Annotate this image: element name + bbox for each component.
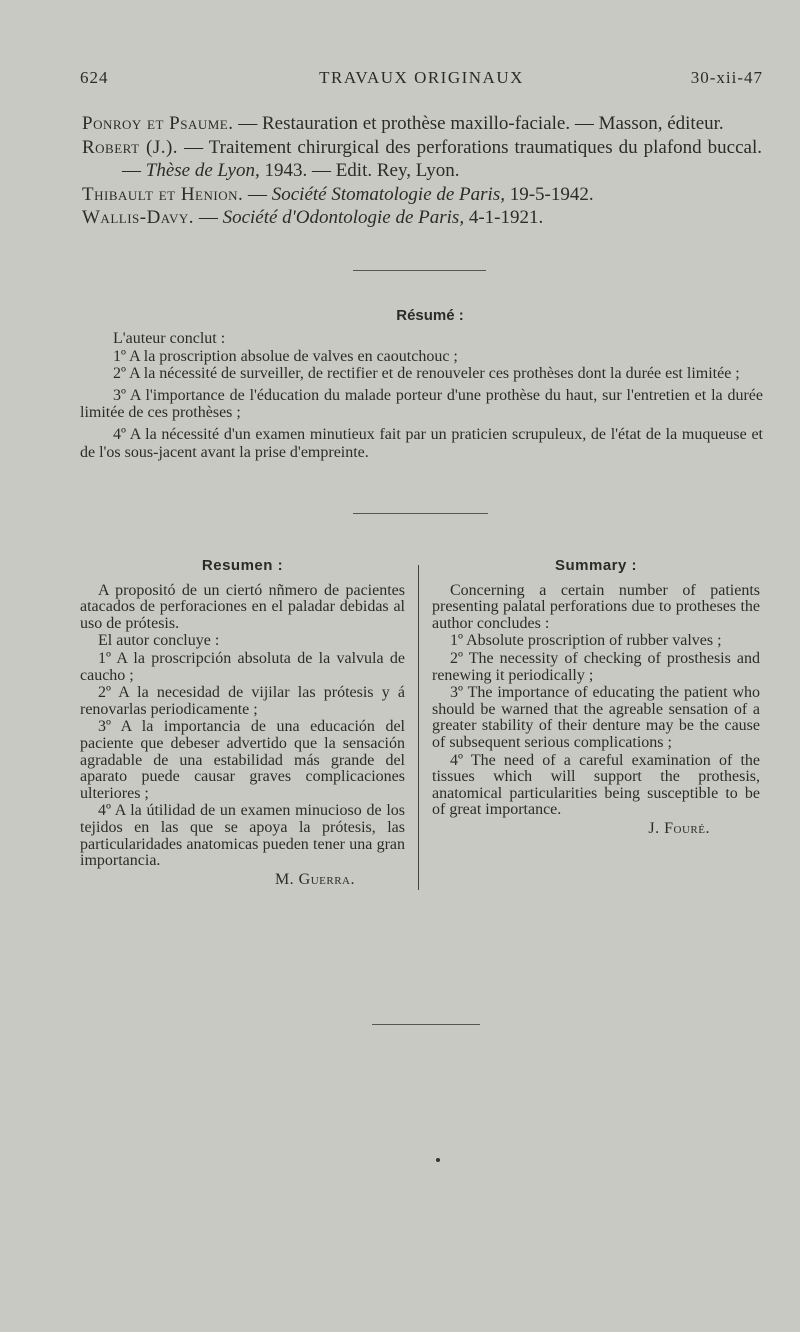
- resume-body: [80, 330, 763, 461]
- resumen-paragraph: 2º A la necesidad de vijilar las prótesis y á renovarlas periodicamente ;: [80, 684, 405, 718]
- reference-authors: Ponroy et Psaume.: [82, 113, 234, 134]
- reference-source: Thèse de Lyon,: [145, 160, 260, 181]
- reference-source: Société Stomatologie de Paris,: [271, 183, 505, 205]
- reference-tail: 1943. — Edit. Rey, Lyon.: [259, 160, 460, 181]
- reference-text: — Traitement chirurgical des perforations traumatiques du plafond buccal. —: [122, 136, 762, 181]
- reference-text: —: [243, 183, 272, 205]
- issue-date: 30-xii-47: [690, 68, 763, 87]
- reference-text: — Restauration et prothèse maxillo-faciale. — Masson, éditeur.: [233, 113, 724, 134]
- reference-authors: Thibault et Henion.: [82, 183, 244, 205]
- reference-entry: [82, 206, 762, 230]
- resume-paragraph: 3º A l'importance de l'éducation du malade porteur d'une prothèse du haut, sur l'entretien et la durée limitée de ces prothèses ;: [80, 386, 763, 422]
- summary-paragraph: Concerning a certain number of patients presenting palatal perforations due to protheses the author concludes :: [432, 581, 760, 632]
- end-divider: [372, 1024, 480, 1025]
- summary-paragraph: 2º The necessity of checking of prosthesis and renewing it periodically ;: [432, 649, 760, 684]
- section-divider: [353, 270, 486, 271]
- reference-tail: 4-1-1921.: [464, 207, 544, 228]
- resume-paragraph: L'auteur conclut :: [113, 330, 226, 347]
- running-header: [80, 68, 763, 92]
- summary-paragraph: 3º The importance of educating the patient who should be warned that the agreable sensation of a greater stability of their denture may be the cause of subsequent serious complications ;: [432, 684, 760, 751]
- resumen-signature: M. Guerra.: [274, 870, 355, 888]
- resume-paragraph: 4º A la nécessité d'un examen minutieux fait par un praticien scrupuleux, de l'état de la muqueuse et de l'os sous-jacent avant la prise d'empreinte.: [80, 425, 763, 461]
- summary-heading: Summary :: [554, 557, 638, 574]
- summary-column: [432, 558, 760, 839]
- reference-entry: [82, 112, 762, 136]
- summary-signature: J. Fouré.: [648, 819, 710, 837]
- ink-speck: [436, 1158, 440, 1162]
- reference-authors: Wallis-Davy.: [82, 207, 195, 228]
- resumen-paragraph: A propositó de un ciertó nñmero de pacientes atacados de perforaciones en el paladar debidas al uso de prótesis.: [80, 581, 405, 632]
- reference-entry: [82, 136, 762, 183]
- reference-entry: [82, 183, 762, 207]
- page-number: 624: [80, 68, 109, 87]
- reference-list: [82, 112, 762, 230]
- resumen-paragraph: El autor concluye :: [98, 632, 220, 650]
- resume-paragraph: 1º A la proscription absolue de valves en caoutchouc ;: [113, 347, 458, 365]
- reference-tail: 19-5-1942.: [504, 183, 594, 205]
- reference-text: —: [194, 207, 223, 228]
- summary-paragraph: 1º Absolute proscription of rubber valves ;: [450, 632, 722, 650]
- resume-paragraph: 2º A la nécessité de surveiller, de rectifier et de renouveler ces prothèses dont la durée est limitée ;: [113, 365, 740, 383]
- resume-heading: Résumé :: [396, 307, 464, 324]
- section-divider: [353, 513, 488, 514]
- reference-source: Société d'Odontologie de Paris,: [222, 207, 465, 228]
- resumen-column: [80, 558, 405, 889]
- resumen-paragraph: 4º A la útilidad de un examen minucioso de los tejidos en las que se apoya la prótesis, las particularidades anatomicas pueden tener una gran importancia.: [80, 802, 405, 870]
- summary-paragraph: 4º The need of a careful examination of the tissues which will support the prothesis, anatomical particularities being susceptible to be of great importance.: [432, 751, 760, 819]
- resumen-paragraph: 1º A la proscripción absoluta de la valvula de caucho ;: [80, 649, 405, 684]
- reference-authors: Robert (J.).: [82, 136, 179, 158]
- resumen-paragraph: 3º A la importancia de una educación del paciente que debeser advertido que la sensación agradable de una estabilidad más grande del aparato puede causar graves complicaciones ulteriores ;: [80, 718, 405, 802]
- column-divider: [418, 565, 419, 890]
- running-title: TRAVAUX ORIGINAUX: [319, 68, 524, 87]
- resumen-heading: Resumen :: [201, 557, 284, 574]
